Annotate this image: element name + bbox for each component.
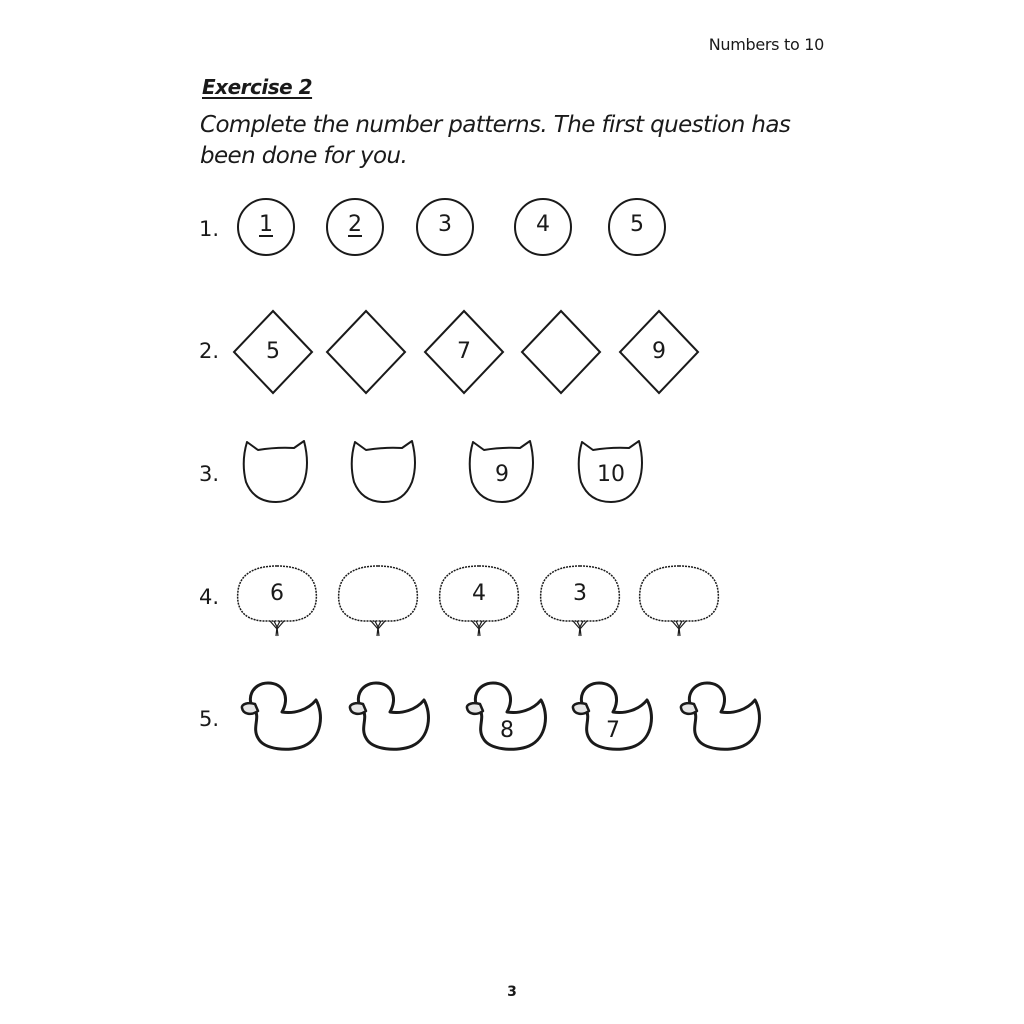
diamond-shape [619,310,699,394]
tree-icon [638,563,720,637]
circle-shape [607,197,667,257]
question-number: 3. [199,462,220,486]
diamond-shape [424,310,504,394]
tree-icon [337,563,419,637]
pattern-number: 4 [472,581,486,606]
circle-shape [236,197,296,257]
tree-shape [638,563,720,637]
cat-head-shape [350,440,418,504]
diamond-shape [521,310,601,394]
page-number: 3 [507,984,517,1000]
cat-head-shape [468,440,536,504]
instructions: Complete the number patterns. The first question has been done for you. [200,112,791,169]
pattern-number: 8 [500,718,514,743]
duck-shape [571,680,655,752]
duck-icon [240,680,324,752]
question-number: 5. [199,707,220,731]
question-number: 1. [199,217,220,241]
tree-shape [438,563,520,637]
circle-shape [513,197,573,257]
diamond-shape [326,310,406,394]
cat-head-shape [242,440,310,504]
pattern-number: 6 [270,581,284,606]
cat-head-shape [577,440,645,504]
pattern-number: 3 [438,212,452,237]
duck-icon [679,680,763,752]
circle-shape [415,197,475,257]
pattern-number: 7 [606,718,620,743]
pattern-number: 9 [652,339,666,364]
duck-icon [348,680,432,752]
pattern-number: 5 [266,339,280,364]
cat-head-icon [350,440,418,504]
diamond-icon [521,310,601,394]
pattern-number: 2 [348,212,362,237]
pattern-number: 10 [597,462,625,487]
pattern-number: 3 [573,581,587,606]
tree-shape [236,563,318,637]
pattern-number: 4 [536,212,550,237]
question-number: 4. [199,585,220,609]
exercise-title: Exercise 2 [202,75,313,99]
cat-head-icon [242,440,310,504]
duck-shape [465,680,549,752]
duck-shape [348,680,432,752]
diamond-icon [326,310,406,394]
question-number: 2. [199,339,220,363]
duck-shape [240,680,324,752]
pattern-number: 1 [259,212,273,237]
duck-shape [679,680,763,752]
pattern-number: 7 [457,339,471,364]
pattern-number: 5 [630,212,644,237]
diamond-shape [233,310,313,394]
circle-shape [325,197,385,257]
tree-shape [337,563,419,637]
pattern-number: 9 [495,462,509,487]
chapter-title: Numbers to 10 [708,35,824,54]
tree-shape [539,563,621,637]
